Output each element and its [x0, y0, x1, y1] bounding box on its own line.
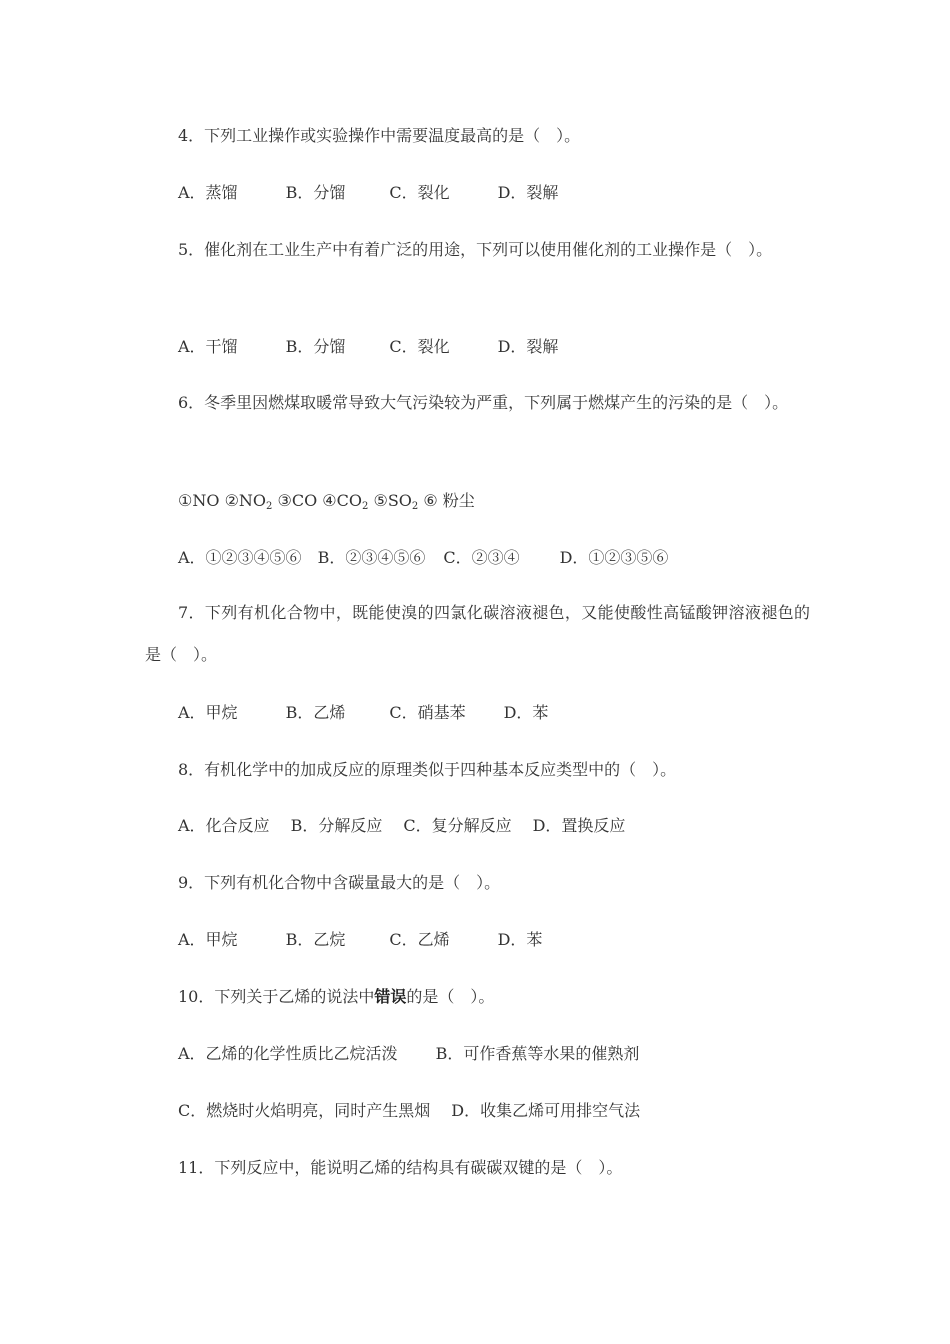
q9-option-a: A．甲烷: [178, 930, 238, 949]
question-7-options: [178, 701, 548, 725]
q7-option-d: D．苯: [503, 703, 549, 722]
q8-option-d: D．置换反应: [532, 816, 626, 835]
q10-option-c: C．燃烧时火焰明亮，同时产生黑烟: [178, 1101, 431, 1120]
q6-item-1: ①NO: [178, 491, 220, 510]
q4-option-d: D．裂解: [497, 183, 559, 202]
q8-option-c: C．复分解反应: [403, 816, 512, 835]
question-9-stem: 9．下列有机化合物中含碳量最大的是（ ）。: [178, 873, 501, 892]
q4-option-c: C．裂化: [389, 183, 450, 202]
q6-item-6: ⑥ 粉尘: [423, 491, 475, 510]
question-7-stem: 7．下列有机化合物中，既能使溴的四氯化碳溶液褪色，又能使酸性高锰酸钾溶液褪色的是（ ）。: [145, 603, 810, 664]
q7-option-a: A．甲烷: [178, 703, 238, 722]
question-11-stem: 11．下列反应中，能说明乙烯的结构具有碳碳双键的是（ ）。: [178, 1158, 623, 1177]
q5-option-d: D．裂解: [497, 337, 559, 356]
question-4-stem: 4．下列工业操作或实验操作中需要温度最高的是（ ）。: [178, 126, 581, 145]
q6-option-d: D．①②③⑤⑥: [559, 548, 669, 567]
q5-option-b: B．分馏: [285, 337, 346, 356]
question-10-options-row-1: [178, 1042, 639, 1066]
question-4-options: [178, 181, 558, 205]
q9-option-c: C．乙烯: [389, 930, 450, 949]
question-8-stem: 8．有机化学中的加成反应的原理类似于四种基本反应类型中的（ ）。: [178, 760, 677, 779]
q10-option-b: B．可作香蕉等水果的催熟剂: [435, 1044, 640, 1063]
question-10-stem: 10．下列关于乙烯的说法中错误的是（ ）。: [178, 987, 495, 1006]
question-10-options-row-2: [178, 1099, 640, 1123]
q6-option-c: C．②③④: [443, 548, 520, 567]
question-9-options: [178, 928, 542, 952]
q9-option-d: D．苯: [497, 930, 543, 949]
q9-option-b: B．乙烷: [285, 930, 346, 949]
q5-option-a: A．干馏: [178, 337, 238, 356]
q6-option-a: A．①②③④⑤⑥: [178, 548, 302, 567]
q6-option-b: B．②③④⑤⑥: [317, 548, 426, 567]
q10-emphasis: 错误: [374, 987, 407, 1006]
q4-option-a: A．蒸馏: [178, 183, 238, 202]
q5-option-c: C．裂化: [389, 337, 450, 356]
q8-option-a: A．化合反应: [178, 816, 270, 835]
q4-option-b: B．分馏: [285, 183, 346, 202]
question-5-options: [178, 335, 558, 359]
q7-option-b: B．乙烯: [285, 703, 346, 722]
q6-item-4: $④CO_2$: [322, 491, 369, 512]
q10-option-d: D．收集乙烯可用排空气法: [451, 1101, 641, 1120]
q6-item-3: ③CO: [277, 491, 318, 510]
q6-item-2: $②NO_2$: [224, 491, 273, 512]
question-8-options: [178, 814, 625, 838]
q6-item-5: $⑤SO_2$: [373, 491, 419, 512]
q7-option-c: C．硝基苯: [389, 703, 466, 722]
question-6-stem: 6．冬季里因燃煤取暖常导致大气污染较为严重，下列属于燃煤产生的污染的是（ ）。: [178, 393, 789, 412]
question-6-options: [178, 546, 668, 570]
q8-option-b: B．分解反应: [290, 816, 383, 835]
question-6-items: [178, 489, 475, 513]
question-5-stem: 5．催化剂在工业生产中有着广泛的用途，下列可以使用催化剂的工业操作是（ ）。: [178, 240, 773, 259]
q10-option-a: A．乙烯的化学性质比乙烷活泼: [178, 1044, 398, 1063]
